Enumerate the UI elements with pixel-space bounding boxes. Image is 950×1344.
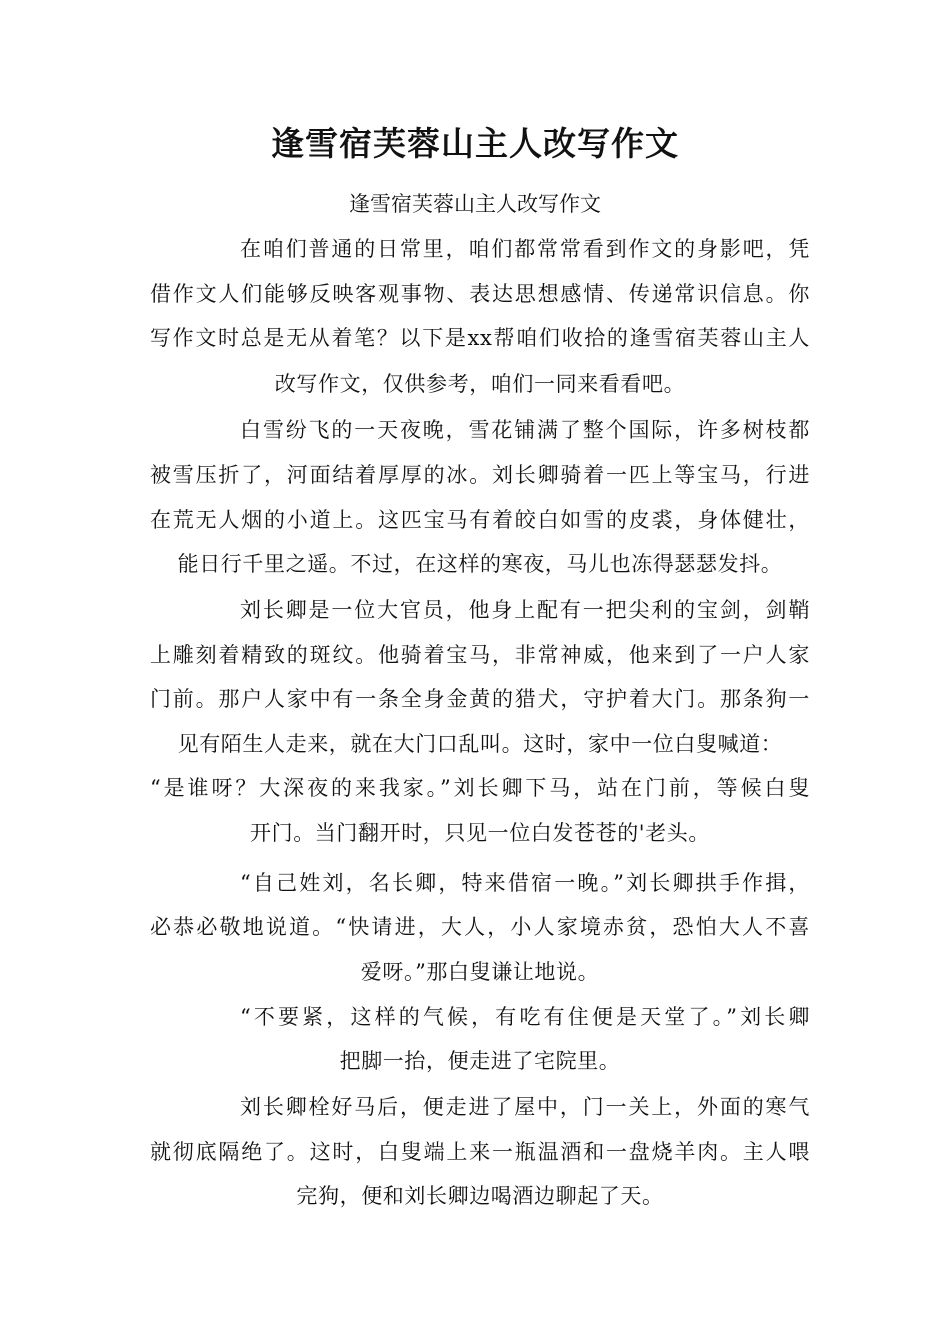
text-line: 白雪纷飞的一天夜晚，雪花铺满了整个国际，许多树枝都 bbox=[240, 418, 810, 442]
text-line: 上雕刻着精致的斑纹。他骑着宝马，非常神威，他来到了一户人家 bbox=[150, 643, 810, 667]
document-title: 逢雪宿芙蓉山主人改写作文 bbox=[271, 124, 679, 163]
text-line: “自己姓刘，名长卿，特来借宿一晚。”刘长卿拱手作揖， bbox=[240, 871, 810, 895]
text-line: 把脚一抬，便走进了宅院里。 bbox=[339, 1049, 621, 1073]
text-line: 在咱们普通的日常里，咱们都常常看到作文的身影吧，凭 bbox=[240, 237, 810, 261]
document-subtitle: 逢雪宿芙蓉山主人改写作文 bbox=[349, 192, 601, 216]
text-line: 门前。那户人家中有一条全身金黄的猎犬，守护着大门。那条狗一 bbox=[150, 687, 810, 711]
text-line: 就彻底隔绝了。这时，白叟端上来一瓶温酒和一盘烧羊肉。主人喂 bbox=[150, 1140, 810, 1164]
text-line: 能日行千里之遥。不过，在这样的寒夜，马儿也冻得瑟瑟发抖。 bbox=[177, 552, 783, 576]
text-line: 见有陌生人走来，就在大门口乱叫。这时，家中一位白叟喊道： bbox=[177, 732, 783, 756]
text-line: 爱呀。”那白叟谦让地说。 bbox=[360, 960, 600, 984]
text-line: 被雪压折了，河面结着厚厚的冰。刘长卿骑着一匹上等宝马，行进 bbox=[150, 463, 810, 487]
text-line: 刘长卿是一位大官员，他身上配有一把尖利的宝剑，剑鞘 bbox=[240, 598, 810, 622]
text-line: 在荒无人烟的小道上。这匹宝马有着皎白如雪的皮裘，身体健壮， bbox=[150, 508, 810, 532]
text-line: 完狗，便和刘长卿边喝酒边聊起了天。 bbox=[296, 1184, 664, 1208]
text-line: 借作文人们能够反映客观事物、表达思想感情、传递常识信息。你 bbox=[150, 282, 810, 306]
text-line: 开门。当门翻开时，只见一位白发苍苍的'老头。 bbox=[250, 821, 710, 845]
text-line: 写作文时总是无从着笔？以下是xx帮咱们收拾的逢雪宿芙蓉山主人 bbox=[150, 326, 810, 350]
text-line: 刘长卿栓好马后，便走进了屋中，门一关上，外面的寒气 bbox=[240, 1095, 810, 1119]
text-line: “不要紧，这样的气候，有吃有住便是天堂了。”刘长卿 bbox=[240, 1005, 810, 1029]
text-line: 改写作文，仅供参考，咱们一同来看看吧。 bbox=[274, 372, 686, 396]
text-line: 必恭必敬地说道。“快请进，大人，小人家境赤贫，恐怕大人不喜 bbox=[150, 915, 810, 939]
text-line: “是谁呀？大深夜的来我家。”刘长卿下马，站在门前，等候白叟 bbox=[150, 776, 810, 800]
